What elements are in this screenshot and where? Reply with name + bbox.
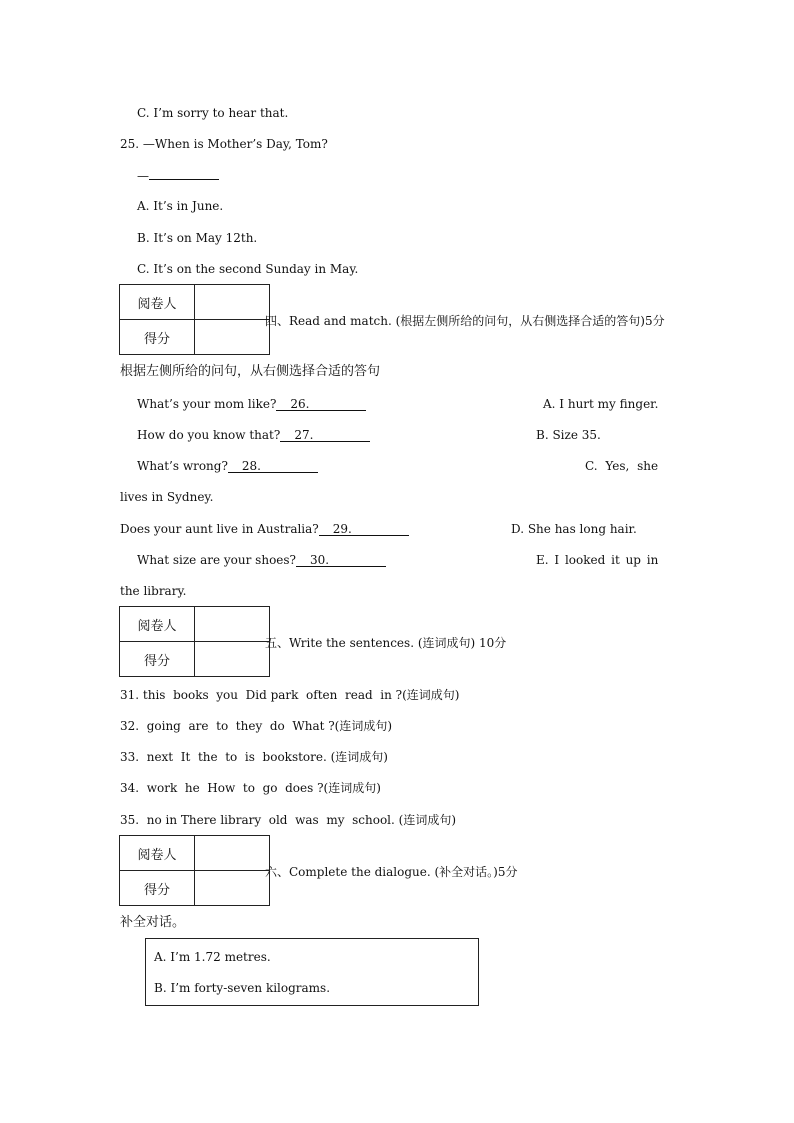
match-answer-b: B. Size 35. xyxy=(536,428,601,442)
score-label: 得分 xyxy=(120,642,195,677)
q34: 34. work he How to go does ?(连词成句) xyxy=(120,781,381,795)
question-text: Does your aunt live in Australia? xyxy=(120,522,319,536)
score-cell[interactable] xyxy=(195,642,270,677)
match-q28 xyxy=(137,458,318,474)
section4-instruction: 根据左侧所给的问句，从右侧选择合适的答句 xyxy=(120,364,381,379)
q25-option-b: B. It’s on May 12th. xyxy=(137,231,258,245)
score-box-section5 xyxy=(119,606,270,677)
reviewer-label: 阅卷人 xyxy=(120,285,195,320)
reviewer-cell[interactable] xyxy=(195,836,270,871)
match-answer-c-cont: lives in Sydney. xyxy=(120,490,214,504)
match-answer-e-cont: the library. xyxy=(120,584,187,598)
answer-blank-30[interactable] xyxy=(296,552,386,567)
answer-blank-29[interactable] xyxy=(319,521,409,536)
dialogue-option-b: B. I’m forty-seven kilograms. xyxy=(154,981,331,995)
q25-option-a: A. It’s in June. xyxy=(137,199,224,213)
match-q30 xyxy=(137,552,386,568)
question-number: 30. xyxy=(309,553,330,567)
match-q26 xyxy=(137,396,366,412)
q31: 31. this books you Did park often read in ?(连词成句) xyxy=(120,688,460,702)
q24-option-c: C. I’m sorry to hear that. xyxy=(137,106,289,120)
question-text: What’s your mom like? xyxy=(137,397,277,411)
question-text: What’s wrong? xyxy=(137,459,228,473)
section6-instruction: 补全对话。 xyxy=(120,915,186,930)
question-number: 27. xyxy=(294,428,314,442)
q33: 33. next It the to is bookstore. (连词成句) xyxy=(120,750,388,764)
question-number: 26. xyxy=(290,397,310,411)
match-q27 xyxy=(137,427,370,443)
match-answer-c: C. Yes, she xyxy=(585,459,659,473)
score-label: 得分 xyxy=(120,320,195,355)
answer-blank-27[interactable] xyxy=(280,427,370,442)
q35: 35. no in There library old was my school. (连词成句) xyxy=(120,813,457,827)
section6-heading: 六、Complete the dialogue. (补全对话。)5分 xyxy=(265,865,518,879)
match-answer-e: E. I looked it up in xyxy=(536,553,659,567)
reviewer-label: 阅卷人 xyxy=(120,607,195,642)
reviewer-label: 阅卷人 xyxy=(120,836,195,871)
q25-option-c: C. It’s on the second Sunday in May. xyxy=(137,262,359,276)
score-cell[interactable] xyxy=(195,320,270,355)
q25-question: 25. —When is Mother’s Day, Tom? xyxy=(120,137,328,151)
section5-heading: 五、Write the sentences. (连词成句) 10分 xyxy=(265,636,507,650)
score-box-section4 xyxy=(119,284,270,355)
question-number: 28. xyxy=(241,459,261,473)
blank-line xyxy=(149,167,219,180)
answer-blank-28[interactable] xyxy=(228,458,318,473)
match-q29 xyxy=(120,521,409,537)
reviewer-cell[interactable] xyxy=(195,285,270,320)
answer-blank-26[interactable] xyxy=(276,396,366,411)
q25-answer-blank[interactable] xyxy=(137,167,219,184)
question-number: 29. xyxy=(332,522,352,536)
match-answer-a: A. I hurt my finger. xyxy=(543,397,659,411)
question-text: What size are your shoes? xyxy=(137,553,296,567)
q32: 32. going are to they do What ?(连词成句) xyxy=(120,719,393,733)
score-label: 得分 xyxy=(120,871,195,906)
dialogue-options-box xyxy=(145,938,479,1006)
answer-dash: — xyxy=(137,169,149,183)
question-text: How do you know that? xyxy=(137,428,281,442)
match-answer-d: D. She has long hair. xyxy=(511,522,637,536)
score-box-section6 xyxy=(119,835,270,906)
section4-heading: 四、Read and match. (根据左侧所给的问句，从右侧选择合适的答句)5分 xyxy=(265,314,665,328)
score-cell[interactable] xyxy=(195,871,270,906)
reviewer-cell[interactable] xyxy=(195,607,270,642)
dialogue-option-a: A. I’m 1.72 metres. xyxy=(154,950,271,964)
